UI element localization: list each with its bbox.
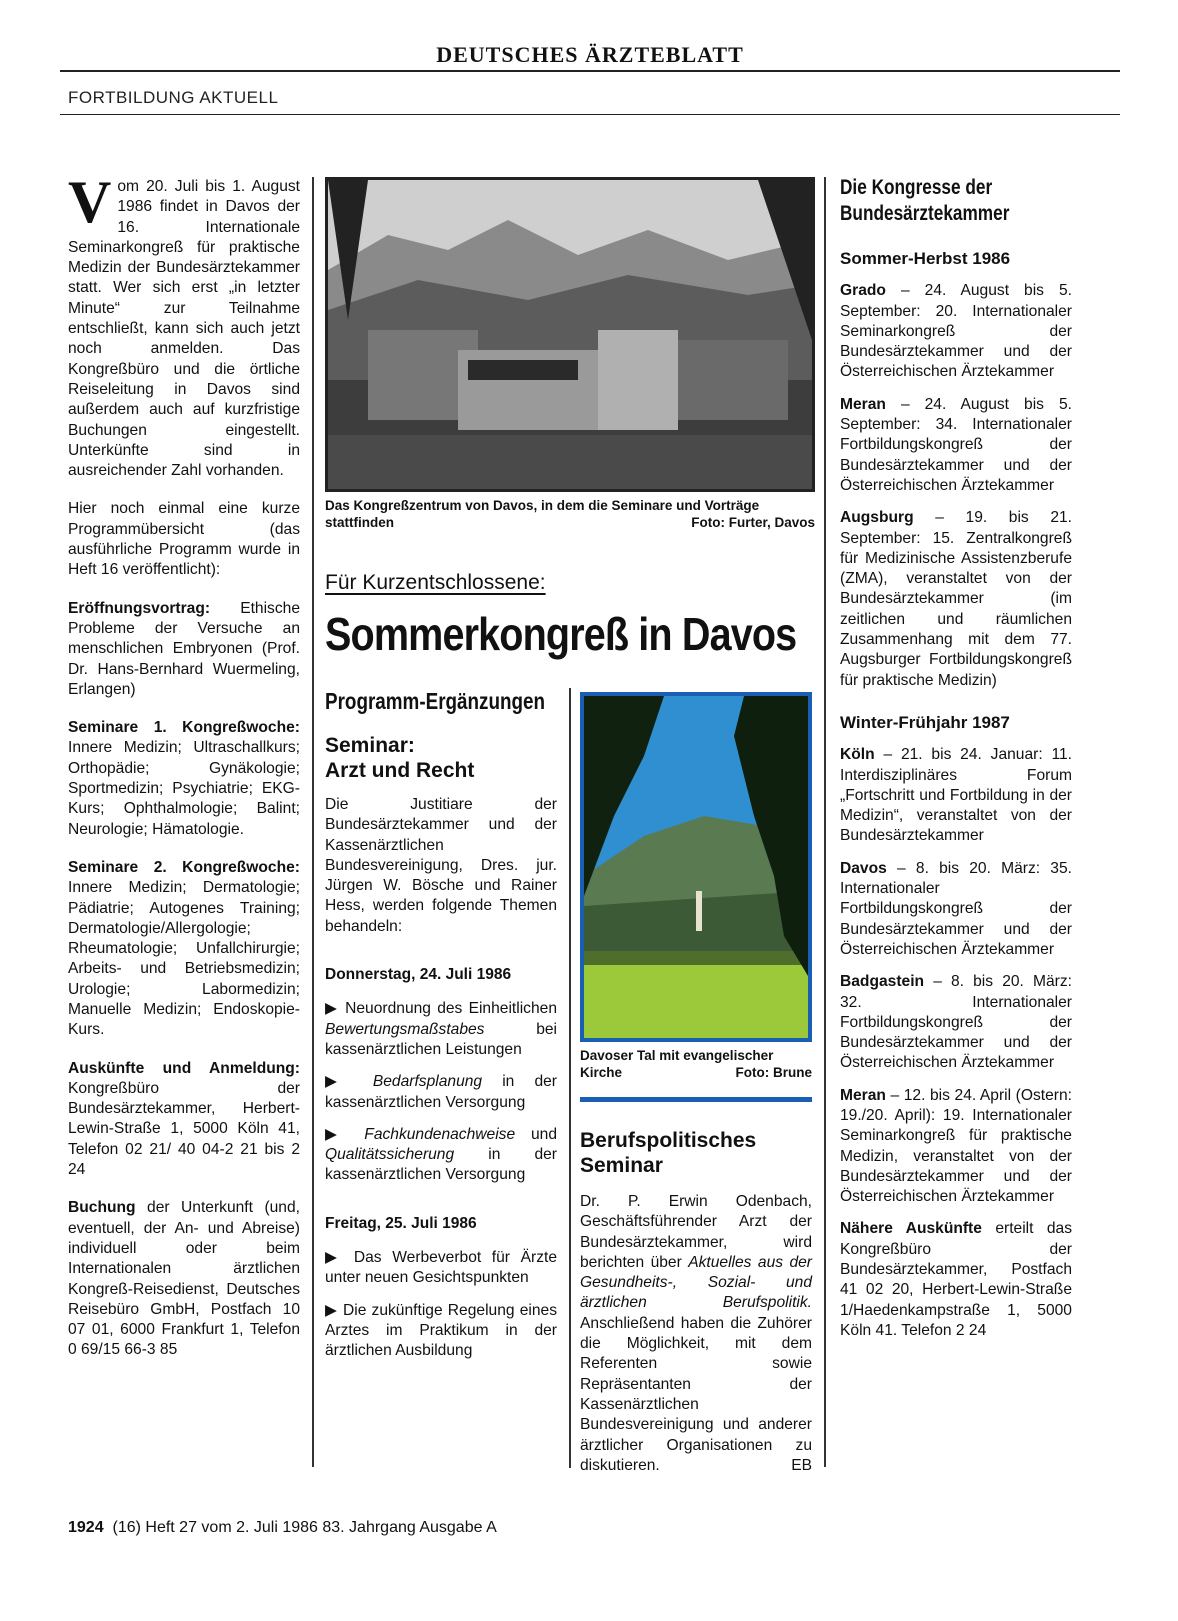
date-friday: Freitag, 25. Juli 1986 [325,1214,477,1232]
photo1-caption: Das Kongreßzentrum von Davos, in dem die Seminare und Vorträge stattfinden Foto: Furter, Davos [325,498,815,530]
congress-entry: Augsburg – 19. bis 21. September: 15. Zentralkongreß für Medizinische Assistenzberufe (ZMA), veranstaltet von der Bundesärztekammer (im zeitlichen und räumlichen Zusammenhang mit dem 77. Augsburger Fortbildungskongreß für praktische Medizin) [840,509,1072,689]
booking-paragraph: Buchung der Unterkunft (und, eventuell, der An- und Abreise) individuell oder beim Internationalen ärztlichen Kongreß-Reisedienst, Deutsches Reisebüro GmbH, Postfach 10 07 01, 6000 Frankfurt 1, Telefon 0 69/15 66-3 85 [68,1199,300,1359]
seminar-law-text: Die Justitiare der Bundesärztekammer und der Kassenärztlichen Bundesvereinigung, Dres. jur. Jürgen W. Bösche und Rainer Hess, werden folgende Themen behandeln: [325,796,557,935]
masthead-rule [60,70,1120,72]
topic-item: ▶ Fachkundenachweise und Qualitätssicherung in der kassenärztlichen Versorgung [325,1125,557,1184]
right-column [840,175,1072,1353]
kicker: Für Kurzentschlossene: [325,571,546,594]
right-column-title: Die Kongresse der Bundesärztekammer [840,176,1010,225]
opening-paragraph: Eröffnungsvortrag: Ethische Probleme der Versuche an menschlichen Embryonen (Prof. Dr. Hans-Bernhard Wuermeling, Erlangen) [68,599,300,698]
overview-paragraph: Hier noch einmal eine kurze Programmübersicht (das ausführliche Programm wurde in Heft 16 veröffentlicht): [68,500,300,579]
season-heading-1986: Sommer-Herbst 1986 [840,249,1011,268]
congress-entry: Davos – 8. bis 20. März: 35. Internationaler Fortbildungskongreß der Bundesärztekammer und der Österreichischen Ärztekammer [840,859,1072,958]
headline: Sommerkongreß in Davos [325,608,797,660]
season-heading-1987: Winter-Frühjahr 1987 [840,712,1010,732]
page-number: 1924 [68,1519,104,1536]
seminar-law-title: Seminar: Arzt und Recht [325,734,475,782]
info-paragraph: Auskünfte und Anmeldung: Kongreßbüro der Bundesärztekammer, Herbert-Lewin-Straße 1, 5000 Köln 41, Telefon 02 21/ 40 04-2 21 bis 2 24 [68,1059,300,1179]
topic-item: ▶ Das Werbeverbot für Ärzte unter neuen Gesichtspunkten [325,1249,557,1287]
topic-item: ▶ Die zukünftige Regelung eines Arztes im Praktikum in der ärztlichen Ausbildung [325,1301,557,1360]
topic-item: ▶ Neuordnung des Einheitlichen Bewertungsmaßstabes bei kassenärztlichen Leistungen [325,1000,557,1058]
congress-entry: Köln – 21. bis 24. Januar: 11. Interdisziplinäres Forum „Fortschritt und Fortbildung in der Medizin“, veranstaltet von der Bundesärztekammer [840,746,1072,845]
issue-info: (16) Heft 27 vom 2. Juli 1986 83. Jahrgang Ausgabe A [112,1519,497,1536]
congress-entry: Badgastein – 8. bis 20. März: 32. Internationaler Fortbildungskongreß der Bundesärztekammer und der Österreichischen Ärztekammer [840,973,1072,1072]
congress-entry: Meran – 12. bis 24. April (Ostern: 19./20. April): 19. Internationaler Seminarkongreß für praktische Medizin, veranstaltet von der Bundesärztekammer und der Österreichischen Ärztekammer [840,1086,1072,1206]
column-divider-3 [824,177,826,1467]
congress-entry: Grado – 24. August bis 5. September: 20. Internationaler Seminarkongreß der Bundesärztekammer und der Österreichischen Ärztekammer [840,282,1072,381]
intro-paragraph: Vom 20. Juli bis 1. August 1986 findet in Davos der 16. Internationale Seminarkongreß für praktische Medizin der Bundesärztekammer statt. Wer sich erst „in letzter Minute“ zur Teilnahme entschließt, kann sich auch jetzt noch anmelden. Das Kongreßbüro und die örtliche Reiseleitung in Davos sind außerdem auch auf kurzfristige Buchungen eingestellt. Unterkünfte sind in ausreichender Zahl vorhanden. [68,169,300,480]
section-label: FORTBILDUNG AKTUELL [68,88,279,107]
week2-paragraph: Seminare 2. Kongreßwoche: Innere Medizin; Dermatologie; Pädiatrie; Autogenes Training; Dermatologie/Allergologie; Rheumatologie; Unfallchirurgie; Arbeits- und Betriebsmedizin; Urologie; Labormedizin; Manuelle Medizin; Endoskopie-Kurs. [68,858,300,1039]
congress-entry: Meran – 24. August bis 5. September: 34. Internationaler Fortbildungskongreß der Bundesärztekammer und der Österreichischen Ärztekammer [840,395,1072,494]
policy-seminar-column [580,1128,812,1488]
congress-centre-photo [325,177,815,492]
date-thursday: Donnerstag, 24. Juli 1986 [325,966,512,984]
davos-valley-photo [580,692,812,1042]
accent-bar [580,1097,812,1102]
week1-paragraph: Seminare 1. Kongreßwoche: Innere Medizin; Ultraschallkurs; Orthopädie; Gynäkologie; Sportmedizin; Psychiatrie; EKG-Kurs; Ophthalmologie; Balint; Neurologie; Hämatologie. [68,719,300,838]
page-footer [68,1519,497,1537]
policy-seminar-text: Dr. P. Erwin Odenbach, Geschäftsführender Arzt der Bundesärztekammer, wird berichten über Aktuelles aus der Gesundheits-, Sozial- und ärztlichen Berufspolitik. Anschließend haben die Zuhörer die Möglichkeit, mit dem Referenten sowie Repräsentanten der Kassenärztlichen Bundesvereinigung und anderer ärztlicher Organisationen zu diskutieren. EB [580,1192,812,1476]
masthead: DEUTSCHES ÄRZTEBLATT [436,42,744,67]
contact-entry: Nähere Auskünfte erteilt das Kongreßbüro der Bundesärztekammer, Postfach 41 02 20, Herbert-Lewin-Straße 1/Haedenkampstraße 1, 5000 Köln 41. Telefon 2 24 [840,1220,1072,1339]
photo2-caption: Davoser Tal mit evangelischer Kirche Foto: Brune [580,1048,812,1080]
subhead: Programm-Ergänzungen [325,688,546,714]
author-sign: EB [791,1456,812,1474]
policy-seminar-title: Berufspolitisches Seminar [580,1129,757,1177]
column-divider-2 [569,688,571,1468]
dropcap: V [68,169,112,235]
column-divider-1 [312,177,314,1467]
section-rule [60,114,1120,115]
congress-centre-image [328,180,812,489]
photo2-credit: Foto: Brune [735,1065,812,1080]
photo1-credit: Foto: Furter, Davos [691,515,815,530]
left-column [68,169,300,1373]
seminar-law-column [325,733,557,1374]
davos-valley-image [584,696,808,1038]
topic-item: ▶ Bedarfsplanung in der kassenärztlichen Versorgung [325,1073,557,1111]
